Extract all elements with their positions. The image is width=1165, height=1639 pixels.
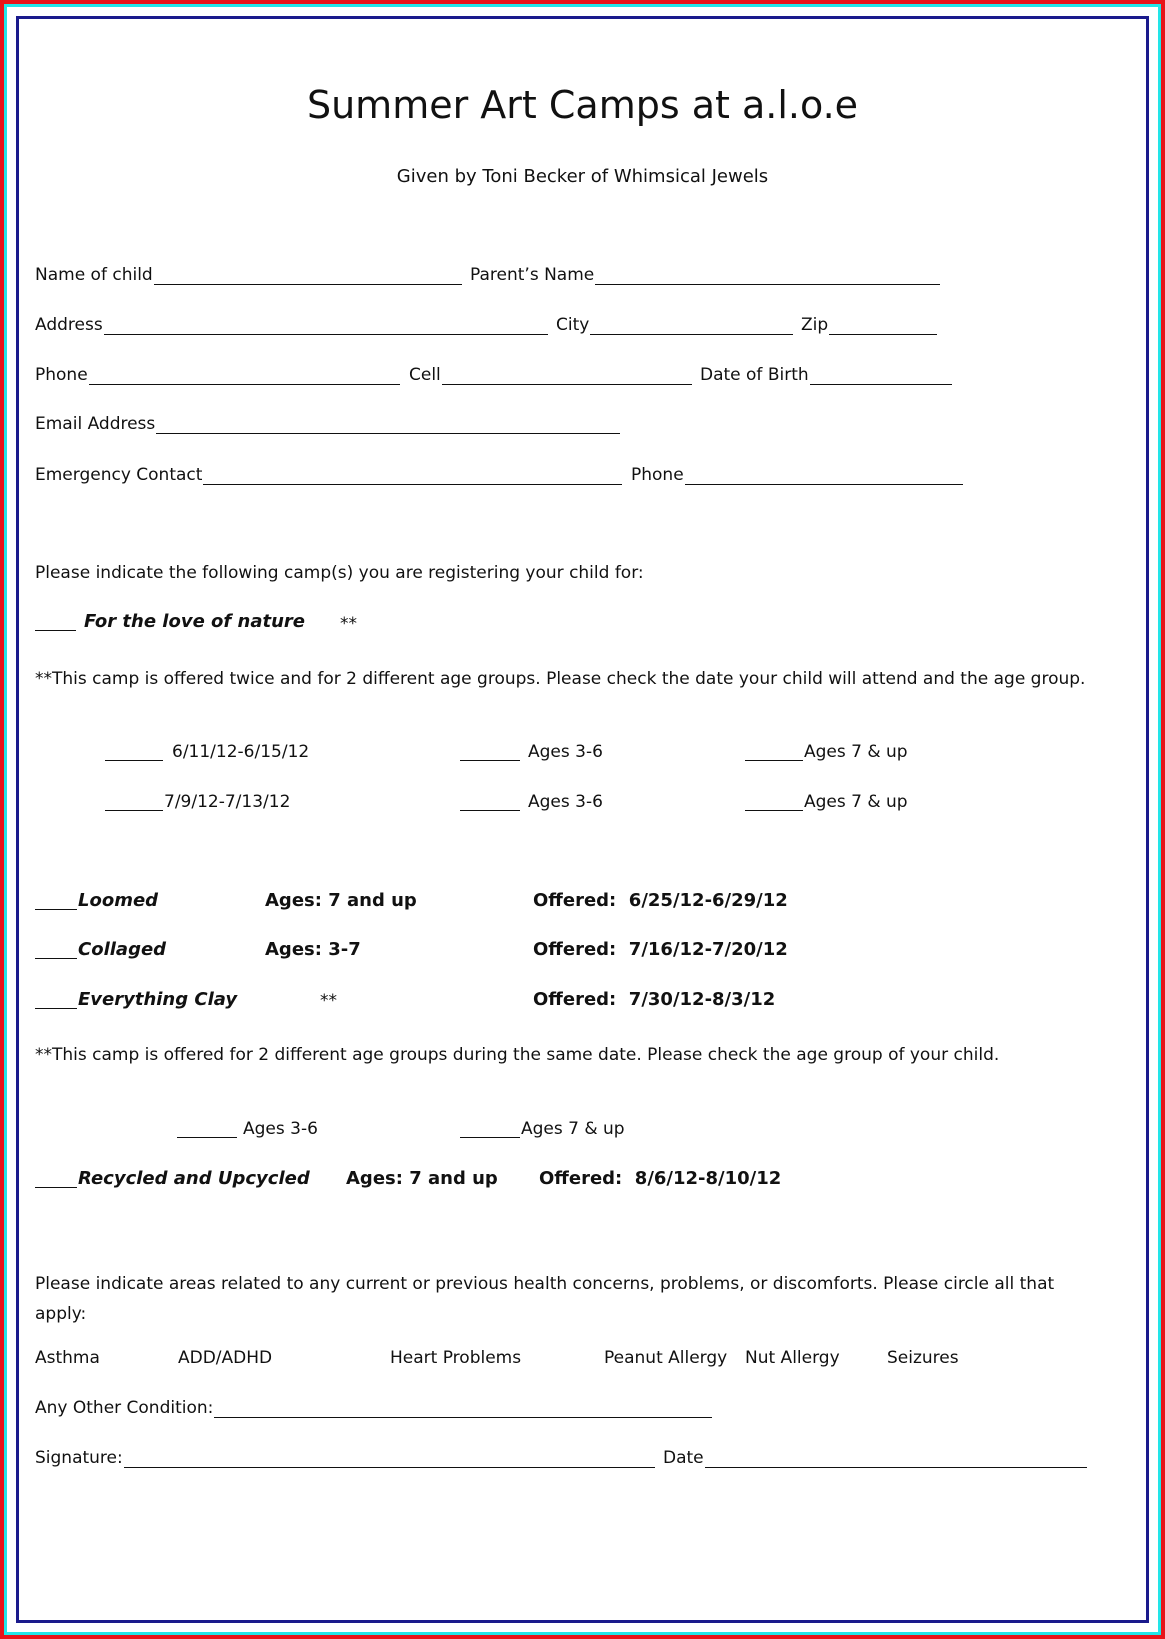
date1-ages36-blank[interactable] bbox=[460, 742, 520, 761]
camp-clay-offered: Offered: 7/30/12-8/3/12 bbox=[533, 989, 776, 1010]
label: Any Other Condition: bbox=[35, 1398, 214, 1418]
other-condition-field[interactable] bbox=[35, 1398, 712, 1418]
camp-loomed-name: Loomed bbox=[78, 890, 159, 911]
cell-field[interactable] bbox=[409, 365, 692, 385]
form-title: Summer Art Camps at a.l.o.e bbox=[306, 83, 859, 127]
clay-note: **This camp is offered for 2 different age groups during the same date. Please check the age group of your child. bbox=[35, 1045, 1000, 1065]
form-subtitle: Given by Toni Becker of Whimsical Jewels bbox=[396, 166, 769, 187]
camp-loomed-offered: Offered: 6/25/12-6/29/12 bbox=[533, 890, 788, 911]
date1-ages7-blank[interactable] bbox=[745, 742, 803, 761]
label: Name of child bbox=[35, 265, 153, 285]
camps-intro: Please indicate the following camp(s) you are registering your child for: bbox=[35, 563, 644, 583]
camp-clay-name: Everything Clay bbox=[78, 989, 238, 1010]
nature-date-2: 7/9/12-7/13/12 bbox=[164, 792, 291, 812]
blank-line[interactable] bbox=[89, 366, 400, 385]
blank-line[interactable] bbox=[590, 316, 793, 335]
blank-line[interactable] bbox=[203, 466, 622, 485]
camp-collaged-ages: Ages: 3-7 bbox=[265, 939, 361, 960]
camp-nature-mark: ** bbox=[340, 614, 357, 634]
condition-asthma[interactable]: Asthma bbox=[35, 1348, 100, 1368]
ages-3-6-label: Ages 3-6 bbox=[528, 742, 603, 762]
date1-blank[interactable] bbox=[105, 742, 163, 761]
label: City bbox=[556, 315, 590, 335]
ages-3-6-label: Ages 3-6 bbox=[528, 792, 603, 812]
blank-line[interactable] bbox=[595, 266, 940, 285]
condition-seizures[interactable]: Seizures bbox=[887, 1348, 959, 1368]
blank-line[interactable] bbox=[685, 466, 963, 485]
loomed-check-blank[interactable] bbox=[35, 891, 77, 910]
ages-7-up-label: Ages 7 & up bbox=[804, 742, 908, 762]
emergency-contact-field[interactable] bbox=[35, 465, 622, 485]
label: Emergency Contact bbox=[35, 465, 203, 485]
health-intro: Please indicate areas related to any current or previous health concerns, problems, or discomforts. Please circle all that apply: bbox=[35, 1274, 1055, 1324]
ages-7-up-label: Ages 7 & up bbox=[521, 1119, 625, 1139]
date2-ages7-blank[interactable] bbox=[745, 792, 803, 811]
camp-collaged-offered: Offered: 7/16/12-7/20/12 bbox=[533, 939, 788, 960]
blank-line[interactable] bbox=[705, 1449, 1087, 1468]
camp-recycled-offered: Offered: 8/6/12-8/10/12 bbox=[539, 1168, 782, 1189]
blank-line[interactable] bbox=[104, 316, 548, 335]
collaged-check-blank[interactable] bbox=[35, 940, 77, 959]
emergency-phone-field[interactable] bbox=[631, 465, 963, 485]
camp-recycled-ages: Ages: 7 and up bbox=[346, 1168, 498, 1189]
page-border bbox=[16, 16, 1149, 1623]
condition-peanut-allergy[interactable]: Peanut Allergy bbox=[604, 1348, 728, 1368]
dob-field[interactable] bbox=[700, 365, 952, 385]
blank-line[interactable] bbox=[810, 366, 952, 385]
clay-ages36-blank[interactable] bbox=[177, 1119, 237, 1138]
child-name-field[interactable] bbox=[35, 265, 462, 285]
blank-line[interactable] bbox=[124, 1449, 655, 1468]
label: Phone bbox=[35, 365, 88, 385]
camp-collaged-name: Collaged bbox=[78, 939, 167, 960]
camp-clay-mark: ** bbox=[320, 991, 337, 1011]
blank-line[interactable] bbox=[829, 316, 937, 335]
condition-add-adhd[interactable]: ADD/ADHD bbox=[178, 1348, 273, 1368]
zip-field[interactable] bbox=[801, 315, 937, 335]
parent-name-field[interactable] bbox=[470, 265, 940, 285]
label: Phone bbox=[631, 465, 684, 485]
blank-line[interactable] bbox=[156, 415, 620, 434]
date-field[interactable] bbox=[663, 1448, 1087, 1468]
clay-check-blank[interactable] bbox=[35, 990, 77, 1009]
camp-nature-name: For the love of nature bbox=[84, 611, 305, 632]
signature-field[interactable] bbox=[35, 1448, 655, 1468]
clay-ages7-blank[interactable] bbox=[460, 1119, 520, 1138]
label: Address bbox=[35, 315, 103, 335]
blank-line[interactable] bbox=[154, 266, 462, 285]
nature-check-blank[interactable] bbox=[35, 612, 76, 631]
condition-nut-allergy[interactable]: Nut Allergy bbox=[745, 1348, 840, 1368]
label: Parent’s Name bbox=[470, 265, 595, 285]
date2-ages36-blank[interactable] bbox=[460, 792, 520, 811]
nature-note: **This camp is offered twice and for 2 different age groups. Please check the date your child will attend and the age group. bbox=[35, 669, 1086, 689]
camp-recycled-name: Recycled and Upcycled bbox=[78, 1168, 310, 1189]
label: Date of Birth bbox=[700, 365, 809, 385]
phone-field[interactable] bbox=[35, 365, 400, 385]
camp-loomed-ages: Ages: 7 and up bbox=[265, 890, 417, 911]
recycled-check-blank[interactable] bbox=[35, 1169, 77, 1188]
blank-line[interactable] bbox=[442, 366, 692, 385]
label: Email Address bbox=[35, 414, 156, 434]
label: Cell bbox=[409, 365, 441, 385]
label: Date bbox=[663, 1448, 704, 1468]
email-field[interactable] bbox=[35, 414, 620, 434]
nature-date-1: 6/11/12-6/15/12 bbox=[172, 742, 310, 762]
label: Signature: bbox=[35, 1448, 123, 1468]
city-field[interactable] bbox=[556, 315, 793, 335]
ages-3-6-label: Ages 3-6 bbox=[243, 1119, 318, 1139]
date2-blank[interactable] bbox=[105, 792, 163, 811]
ages-7-up-label: Ages 7 & up bbox=[804, 792, 908, 812]
address-field[interactable] bbox=[35, 315, 548, 335]
condition-heart-problems[interactable]: Heart Problems bbox=[390, 1348, 522, 1368]
label: Zip bbox=[801, 315, 829, 335]
blank-line[interactable] bbox=[214, 1399, 712, 1418]
